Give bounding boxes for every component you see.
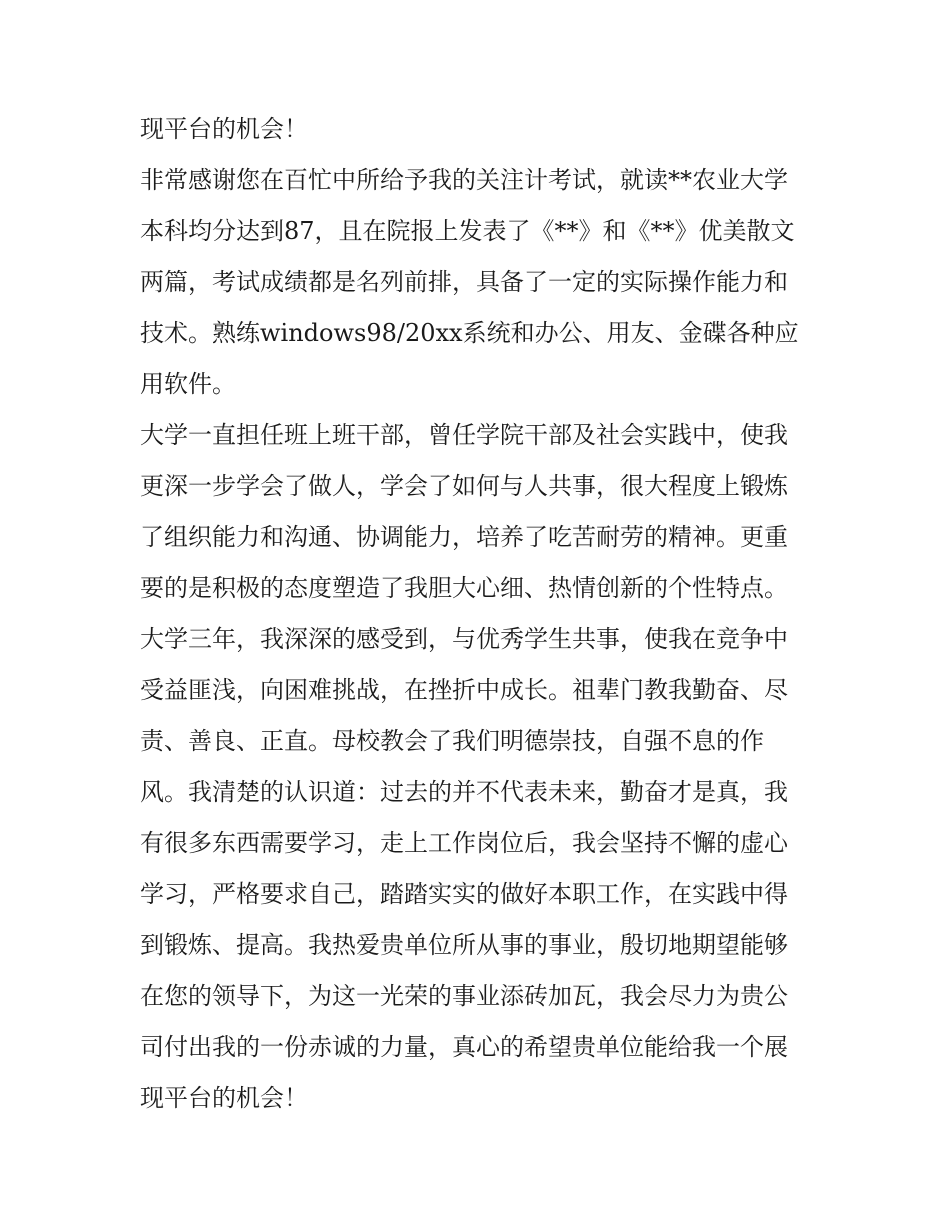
text-line: 责、善良、正直。母校教会了我们明德崇技，自强不息的作	[140, 727, 764, 755]
text-line: 用软件。	[140, 370, 236, 398]
text-line: 大学三年，我深深的感受到，与优秀学生共事，使我在竞争中	[140, 625, 788, 653]
text-line: 到锻炼、提高。我热爱贵单位所从事的事业，殷切地期望能够	[140, 931, 788, 959]
text-line: 了组织能力和沟通、协调能力，培养了吃苦耐劳的精神。更重	[140, 523, 788, 551]
text-line: 非常感谢您在百忙中所给予我的关注计考试，就读**农业大学	[140, 166, 788, 194]
text-line: 风。我清楚的认识道：过去的并不代表未来，勤奋才是真，我	[140, 778, 788, 806]
text-line: 有很多东西需要学习，走上工作岗位后，我会坚持不懈的虚心	[140, 829, 788, 857]
text-line: 学习，严格要求自己，踏踏实实的做好本职工作，在实践中得	[140, 880, 788, 908]
text-line: 两篇，考试成绩都是名列前排，具备了一定的实际操作能力和	[140, 268, 788, 296]
text-line: 大学一直担任班上班干部，曾任学院干部及社会实践中，使我	[140, 421, 788, 449]
text-line: 受益匪浅，向困难挑战，在挫折中成长。祖辈门教我勤奋、尽	[140, 676, 788, 704]
document-body	[140, 104, 815, 1124]
text-line: 技术。熟练windows98/20xx系统和办公、用友、金碟各种应	[140, 319, 799, 347]
text-line: 司付出我的一份赤诚的力量，真心的希望贵单位能给我一个展	[140, 1033, 788, 1061]
text-line: 要的是积极的态度塑造了我胆大心细、热情创新的个性特点。	[140, 574, 788, 602]
text-line: 更深一步学会了做人，学会了如何与人共事，很大程度上锻炼	[140, 472, 788, 500]
text-line: 本科均分达到87，且在院报上发表了《**》和《**》优美散文	[140, 217, 795, 245]
text-line: 在您的领导下，为这一光荣的事业添砖加瓦，我会尽力为贵公	[140, 982, 788, 1010]
text-line: 现平台的机会！	[140, 1084, 308, 1112]
text-line: 现平台的机会！	[140, 115, 308, 143]
